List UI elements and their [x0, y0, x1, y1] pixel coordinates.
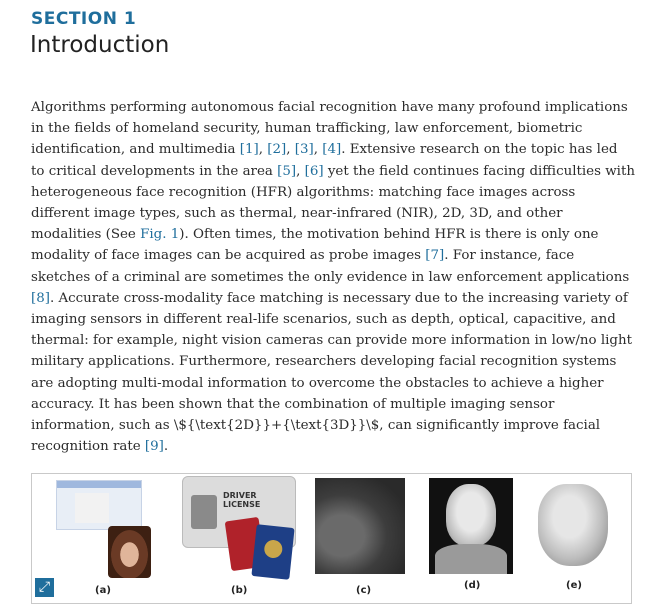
- citation-link[interactable]: [8]: [31, 290, 50, 306]
- citation-link[interactable]: [5]: [277, 163, 297, 179]
- separator: ,: [258, 142, 268, 158]
- webcam-face-thumbnail: [75, 493, 109, 523]
- body-text: yet the field continues facing difficulties with heterogeneous face recognition (HFR) algorithms: matching face images across different image types, such as thermal, near-infrared (NIR), 2D, 3D, and other modalities (See: [31, 163, 635, 243]
- thermal-head: [446, 484, 496, 546]
- body-text: Algorithms performing autonomous facial recognition have many profound implications in the fields of homeland security, human trafficking, law enforcement, biometric identification, and multimedia: [31, 100, 628, 158]
- separator: ,: [286, 142, 295, 158]
- globe-icon: [263, 539, 283, 559]
- window-titlebar: [57, 481, 141, 488]
- driver-license-text: DRIVER LICENSE: [223, 491, 261, 509]
- introduction-paragraph: [31, 97, 635, 457]
- id-photo-icon: [191, 495, 217, 529]
- citation-link[interactable]: [7]: [425, 248, 445, 264]
- caption-a: (a): [95, 585, 111, 596]
- section-label: SECTION 1: [31, 9, 137, 29]
- caption-b: (b): [231, 585, 248, 596]
- separator: ,: [296, 163, 305, 179]
- body-text: . Accurate cross-modality face matching is necessary due to the increasing variety of imaging sensors in different real-life scenarios, such as depth, optical, capacitive, and thermal: for example, night vision cameras can provide more information in low/no light military applications. Furthermore, researchers developing facial recognition systems are adopting multi-modal information to overcome the obstacles to achieve a higher accuracy. It has been shown that the combination of multiple imaging sensor information, such as \${\text{2D}}+{\text{3D}}\$, can significantly improve facial recognition rate: [31, 290, 633, 455]
- thermal-face-image: [429, 478, 513, 574]
- body-text: . Extensive research on the topic has led to critical developments in the area: [31, 142, 618, 179]
- caption-c: (c): [356, 585, 372, 596]
- face-photo-image: [108, 526, 151, 578]
- citation-link[interactable]: [3]: [294, 142, 314, 158]
- section-title: Introduction: [30, 32, 170, 58]
- citation-link[interactable]: [4]: [322, 142, 342, 158]
- citation-link[interactable]: [2]: [267, 142, 287, 158]
- figure-link[interactable]: Fig. 1: [140, 227, 180, 243]
- figure-1[interactable]: [31, 473, 632, 604]
- body-text: . For instance, face sketches of a criminal are sometimes the only evidence in law enforcement applications: [31, 248, 630, 285]
- webcam-window-image: [56, 480, 142, 530]
- caption-e: (e): [566, 580, 582, 591]
- 3d-face-image: [538, 484, 608, 566]
- citation-link[interactable]: [9]: [144, 439, 164, 455]
- body-text: .: [163, 439, 169, 455]
- separator: ,: [313, 142, 323, 158]
- citation-link[interactable]: [1]: [239, 142, 259, 158]
- expand-icon[interactable]: ⤢: [35, 578, 54, 597]
- nir-face-image: [315, 478, 405, 574]
- passport-blue-image: [251, 524, 294, 580]
- body-text: ). Often times, the motivation behind HFR is there is only one modality of face images can be acquired as probe images: [31, 227, 599, 264]
- thermal-shoulders: [435, 544, 507, 574]
- citation-link[interactable]: [6]: [304, 163, 324, 179]
- caption-d: (d): [464, 580, 481, 591]
